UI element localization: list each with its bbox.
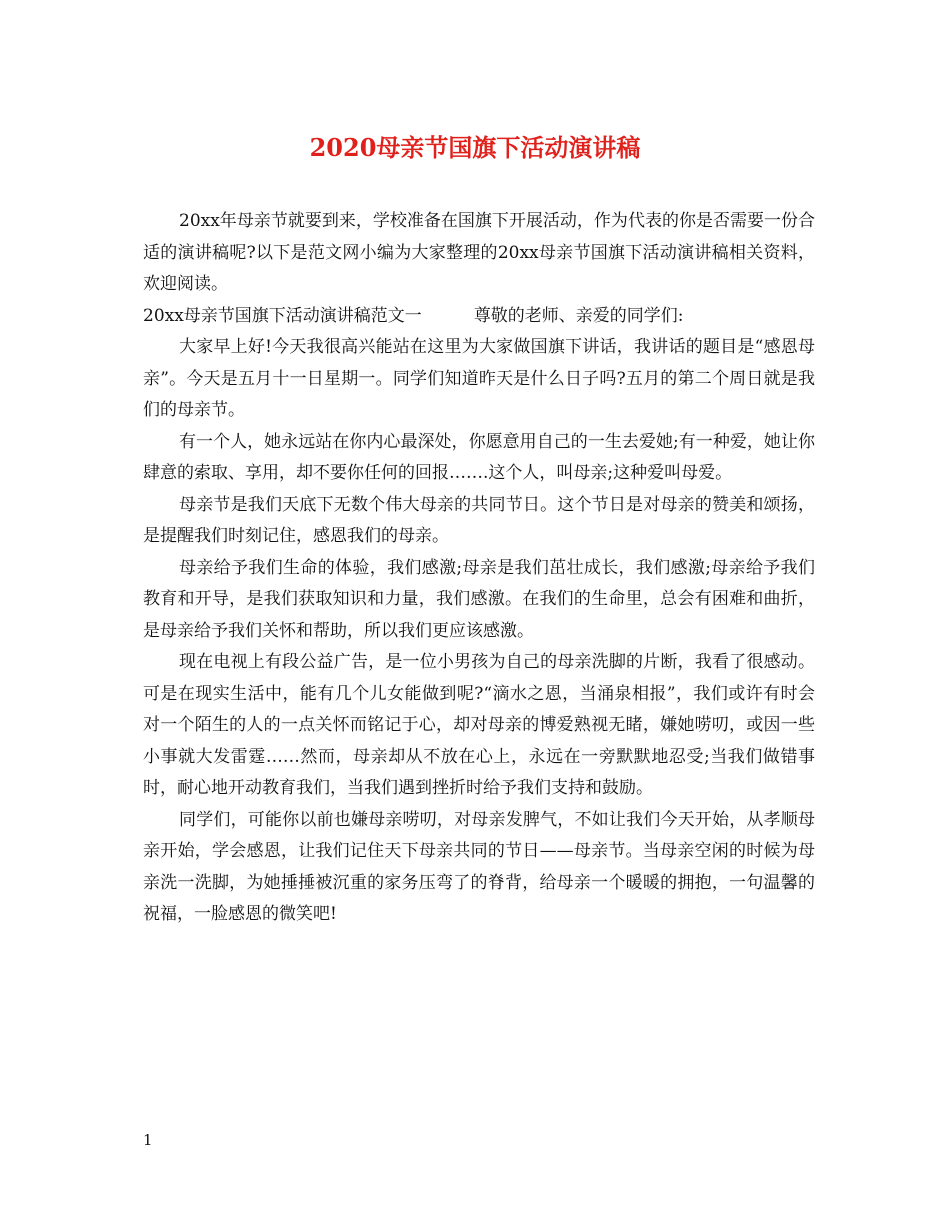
body-paragraph: 母亲给予我们生命的体验，我们感激;母亲是我们茁壮成长，我们感激;母亲给予我们教育和开导，是我们获取知识和力量，我们感激。在我们的生命里，总会有困难和曲折，是母亲给予我们关怀和帮助，所以我们更应该感激。 (143, 557, 815, 641)
body-paragraph: 大家早上好!今天我很高兴能站在这里为大家做国旗下讲话，我讲话的题目是“感恩母亲”。今天是五月十一日星期一。同学们知道昨天是什么日子吗?五月的第二个周日就是我们的母亲节。 (143, 337, 815, 420)
body-paragraph: 母亲节是我们天底下无数个伟大母亲的共同节日。这个节日是对母亲的赞美和颂扬，是提醒我们时刻记住，感恩我们的母亲。 (143, 494, 815, 546)
salutation: 尊敬的老师、亲爱的同学们: (473, 305, 684, 326)
page-title: 2020母亲节国旗下活动演讲稿 (309, 133, 641, 162)
section-heading: 20xx母亲节国旗下活动演讲稿范文一 (143, 305, 422, 326)
intro-paragraph: 20xx年母亲节就要到来，学校准备在国旗下开展活动，作为代表的你是否需要一份合适的演讲稿呢?以下是范文网小编为大家整理的20xx母亲节国旗下活动演讲稿相关资料，欢迎阅读。 (143, 211, 815, 294)
document-body (143, 206, 815, 931)
body-paragraph: 有一个人，她永远站在你内心最深处，你愿意用自己的一生去爱她;有一种爱，她让你肆意的索取、享用，却不要你任何的回报…….这个人，叫母亲;这种爱叫母爱。 (143, 431, 815, 483)
body-paragraph: 同学们，可能你以前也嫌母亲唠叨，对母亲发脾气，不如让我们今天开始，从孝顺母亲开始，学会感恩，让我们记住天下母亲共同的节日——母亲节。当母亲空闲的时候为母亲洗一洗脚，为她捶捶被沉重的家务压弯了的脊背，给母亲一个暖暖的拥抱，一句温馨的祝福，一脸感恩的微笑吧! (143, 809, 815, 924)
page-number: 1 (143, 1131, 153, 1149)
body-paragraph: 现在电视上有段公益广告，是一位小男孩为自己的母亲洗脚的片断，我看了很感动。可是在现实生活中，能有几个儿女能做到呢?“滴水之恩，当涌泉相报”，我们或许有时会对一个陌生的人的一点关怀而铭记于心，却对母亲的博爱熟视无睹，嫌她唠叨，或因一些小事就大发雷霆……然而，母亲却从不放在心上，永远在一旁默默地忍受;当我们做错事时，耐心地开动教育我们，当我们遇到挫折时给予我们支持和鼓励。 (143, 652, 815, 798)
section-heading-line (143, 301, 815, 333)
